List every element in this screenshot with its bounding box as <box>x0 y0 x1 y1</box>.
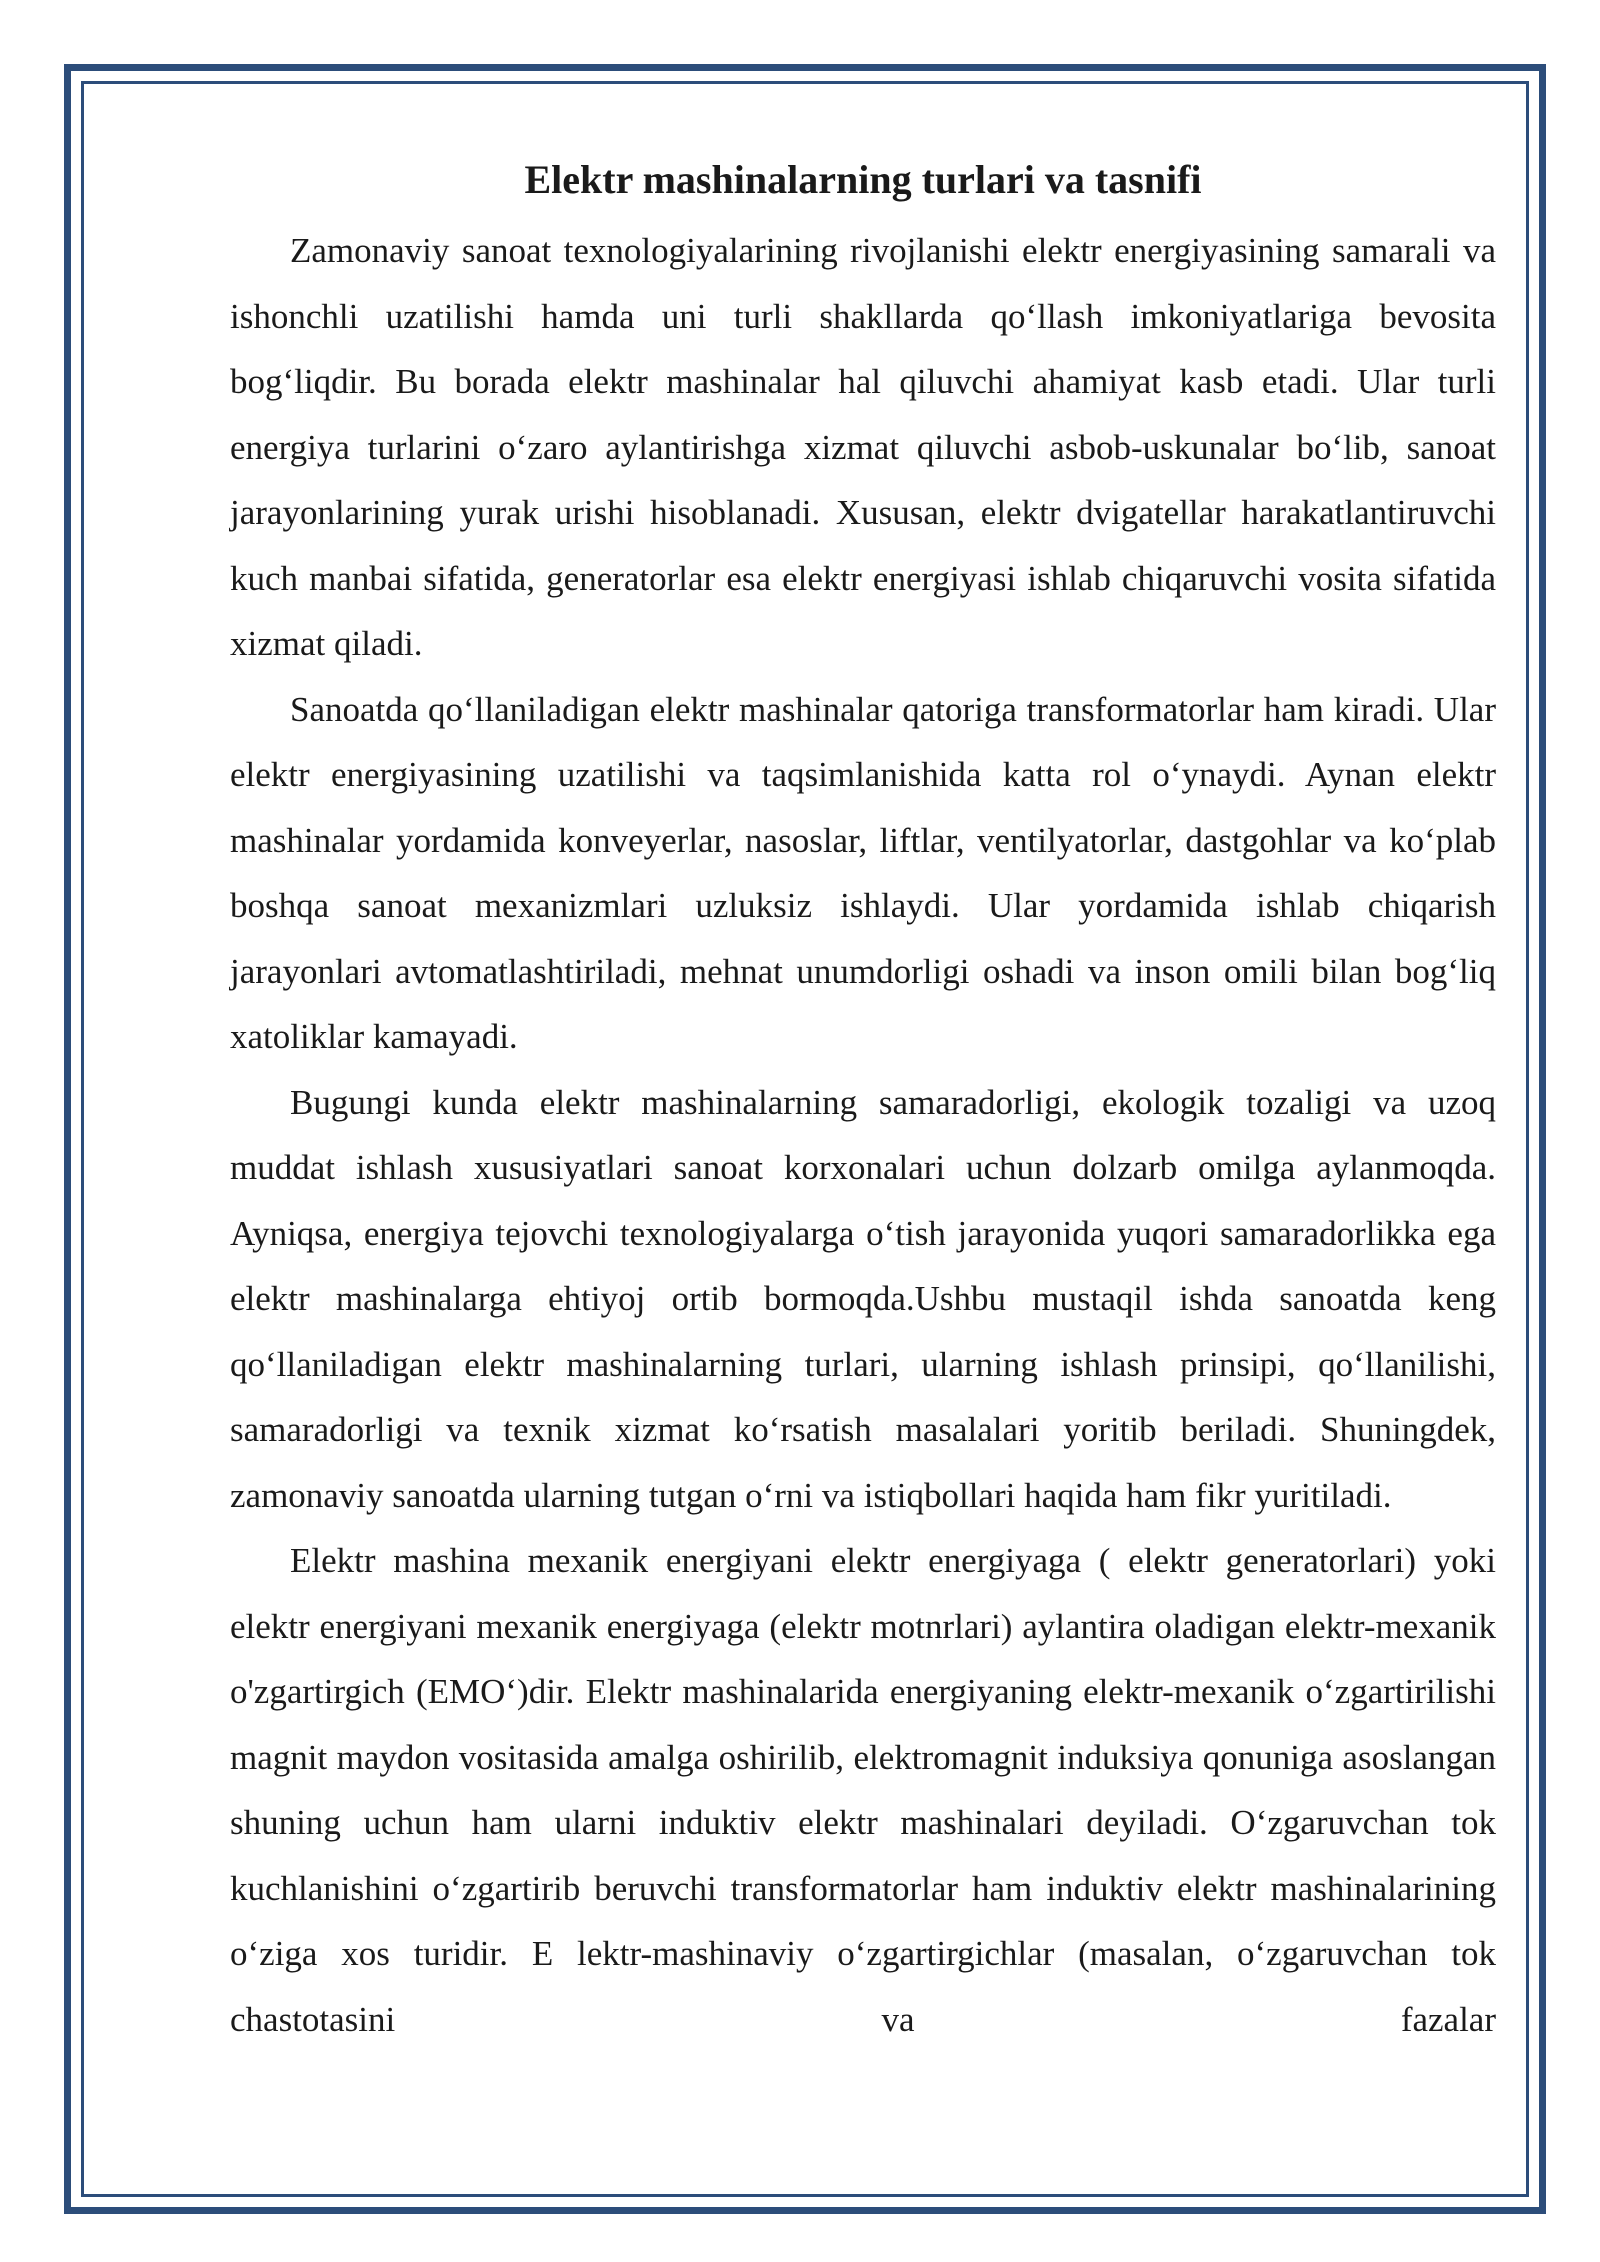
document-body <box>230 150 1496 2052</box>
paragraph: Bugungi kunda elektr mashinalarning samaradorligi, ekologik tozaligi va uzoq muddat ishlash xususiyatlari sanoat korxonalari uchun dolzarb omilga aylanmoqda. Ayniqsa, energiya tejovchi texnologiyalarga o‘tish jarayonida yuqori samaradorlikka ega elektr mashinalarga ehtiyoj ortib bormoqda.Ushbu mustaqil ishda sanoatda keng qo‘llaniladigan elektr mashinalarning turlari, ularning ishlash prinsipi, qo‘llanilishi, samaradorligi va texnik xizmat ko‘rsatish masalalari yoritib beriladi. Shuningdek, zamonaviy sanoatda ularning tutgan o‘rni va istiqbollari haqida ham fikr yuritiladi. <box>230 1082 1496 1515</box>
paragraph: Elektr mashina mexanik energiyani elektr energiyaga ( elektr generatorlari) yoki elektr energiyani mexanik energiyaga (elektr motnrlari) aylantira oladigan elektr-mexanik o'zgartirgich (EMO‘)dir. Elektr mashinalarida energiyaning elektr-mexanik o‘zgartirilishi magnit maydon vositasida amalga oshirilib, elektromagnit induksiya qonuniga asoslangan shuning uchun ham ularni induktiv elektr mashinalari deyiladi. O‘zgaruvchan tok kuchlanishini o‘zgartirib beruvchi transformatorlar ham induktiv elektr mashinalarining o‘ziga xos turidir. E lektr-mashinaviy o‘zgartirgichlar (masalan, o‘zgaruvchan tok chastotasini va fazalar <box>230 1541 1496 2039</box>
paragraph: Sanoatda qo‘llaniladigan elektr mashinalar qatoriga transformatorlar ham kiradi. Ular elektr energiyasining uzatilishi va taqsimlanishida katta rol o‘ynaydi. Aynan elektr mashinalar yordamida konveyerlar, nasoslar, liftlar, ventilyatorlar, dastgohlar va ko‘plab boshqa sanoat mexanizmlari uzluksiz ishlaydi. Ular yordamida ishlab chiqarish jarayonlari avtomatlashtiriladi, mehnat unumdorligi oshadi va inson omili bilan bog‘liq xatoliklar kamayadi. <box>230 689 1496 1056</box>
paragraph: Zamonaviy sanoat texnologiyalarining rivojlanishi elektr energiyasining samarali va ishonchli uzatilishi hamda uni turli shakllarda qo‘llash imkoniyatlariga bevosita bog‘liqdir. Bu borada elektr mashinalar hal qiluvchi ahamiyat kasb etadi. Ular turli energiya turlarini o‘zaro aylantirishga xizmat qiluvchi asbob-uskunalar bo‘lib, sanoat jarayonlarining yurak urishi hisoblanadi. Xususan, elektr dvigatellar harakatlantiruvchi kuch manbai sifatida, generatorlar esa elektr energiyasi ishlab chiqaruvchi vosita sifatida xizmat qiladi. <box>230 231 1496 663</box>
document-title: Elektr mashinalarning turlari va tasnifi <box>524 157 1202 202</box>
